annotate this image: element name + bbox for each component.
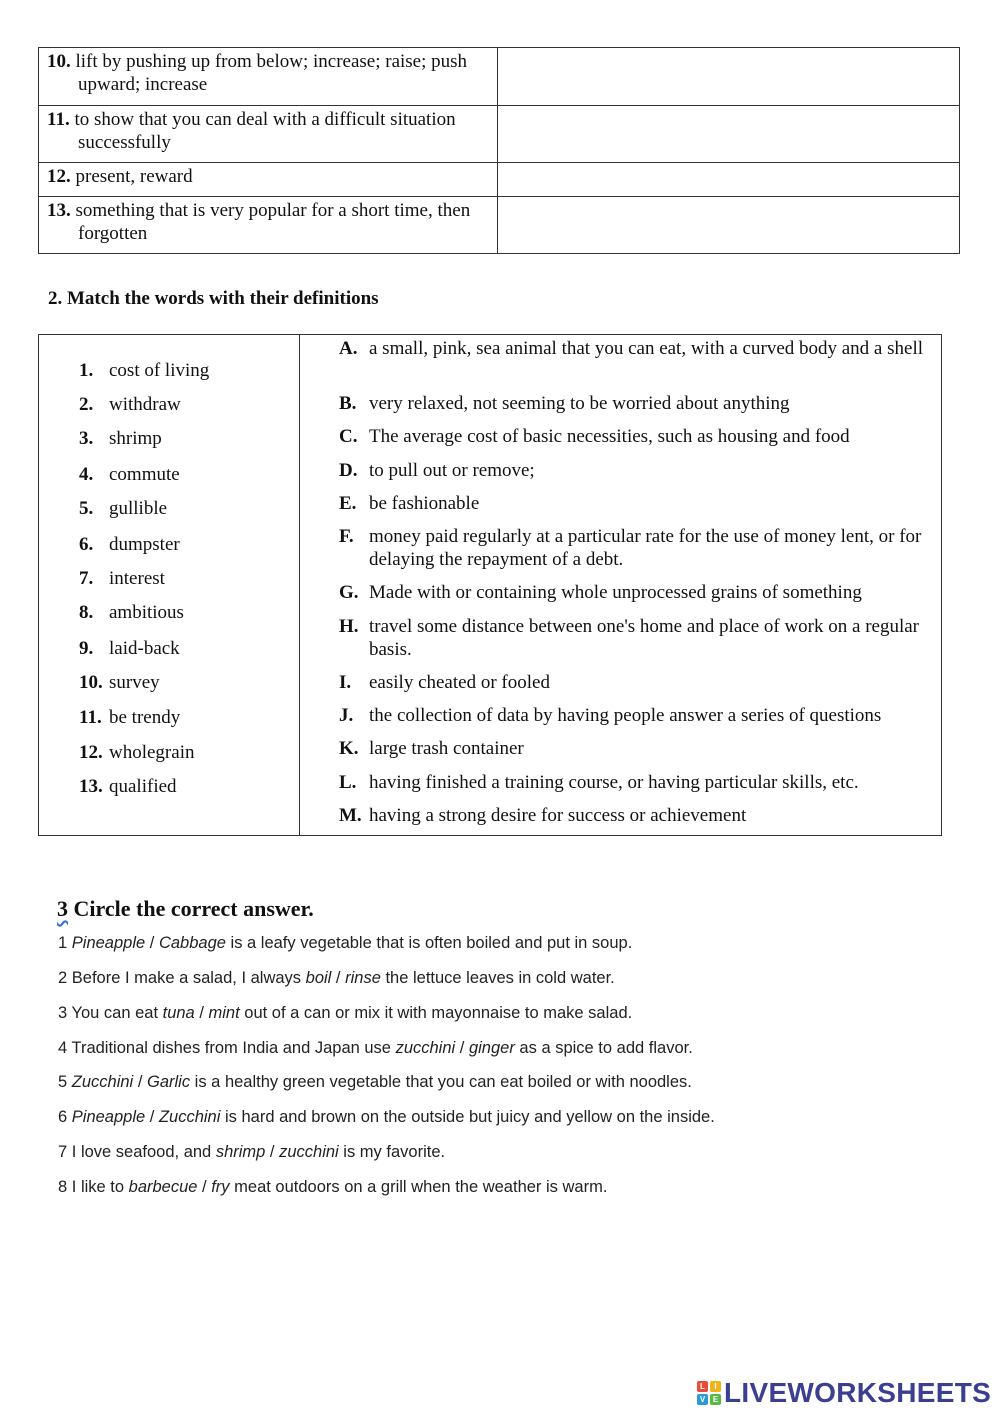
answer-option-1[interactable]: Zucchini <box>71 1073 134 1091</box>
section-3-heading <box>57 896 314 922</box>
option-separator: / <box>197 1178 212 1196</box>
table-row <box>39 163 960 197</box>
section-3-number: 3 <box>57 896 68 921</box>
definition-letter: K. <box>339 738 359 759</box>
logo-mark-tile: V <box>697 1394 708 1405</box>
word-item <box>79 601 184 625</box>
definition-letter: L. <box>339 772 357 793</box>
definition-letter: G. <box>339 582 359 603</box>
definition-letter: F. <box>339 526 354 547</box>
word-text: be trendy <box>109 707 181 728</box>
answer-option-1[interactable]: Pineapple <box>71 1108 146 1126</box>
definition-text: large trash container <box>369 738 524 759</box>
word-number: 8. <box>79 602 94 623</box>
definition-item <box>339 804 934 827</box>
option-separator: / <box>331 969 346 987</box>
word-item <box>79 741 194 765</box>
answer-option-2[interactable]: rinse <box>345 969 381 987</box>
word-item <box>79 567 165 591</box>
question-item <box>58 1143 445 1162</box>
definition-letter: B. <box>339 393 357 414</box>
answer-input[interactable] <box>506 50 953 73</box>
question-number: 3 <box>58 1004 68 1022</box>
question-text-after: is hard and brown on the outside but juicy and yellow on the inside. <box>220 1108 715 1126</box>
definition-item <box>339 704 934 727</box>
word-number: 13. <box>79 776 103 797</box>
word-item <box>79 359 209 383</box>
word-text: shrimp <box>109 428 162 449</box>
word-item <box>79 497 167 521</box>
question-item <box>58 1108 715 1127</box>
definition-text: very relaxed, not seeming to be worried about anything <box>369 393 790 414</box>
answer-option-2[interactable]: Cabbage <box>158 934 226 952</box>
question-item <box>58 1073 692 1092</box>
definition-letter: D. <box>339 460 358 481</box>
word-text: withdraw <box>109 394 181 415</box>
word-number: 2. <box>79 394 94 415</box>
answer-input[interactable] <box>506 199 953 222</box>
definitions-answer-table <box>38 47 960 254</box>
row-definition: present, reward <box>75 166 193 187</box>
definition-text: easily cheated or fooled <box>369 672 550 693</box>
section-2-heading: 2. Match the words with their definitions <box>48 288 379 309</box>
definition-text: having a strong desire for success or achievement <box>369 805 747 826</box>
answer-option-1[interactable]: shrimp <box>215 1143 266 1161</box>
word-item <box>79 775 177 799</box>
question-text-before: You can eat <box>71 1004 163 1022</box>
question-text-after: as a spice to add flavor. <box>514 1039 693 1057</box>
question-item <box>58 1004 632 1023</box>
word-item <box>79 706 180 730</box>
definition-text: money paid regularly at a particular rate for the use of money lent, or for delaying the repayment of a debt. <box>369 526 922 570</box>
word-text: survey <box>109 672 160 693</box>
definition-text: the collection of data by having people answer a series of questions <box>369 705 882 726</box>
question-text-after: meat outdoors on a grill when the weather is warm. <box>229 1178 608 1196</box>
word-text: commute <box>109 464 180 485</box>
row-definition: lift by pushing up from below; increase; raise; push upward; increase <box>75 51 468 95</box>
question-text-after: is my favorite. <box>338 1143 446 1161</box>
word-text: dumpster <box>109 534 180 555</box>
logo-mark-tile: E <box>710 1394 721 1405</box>
word-item <box>79 427 162 451</box>
word-number: 5. <box>79 498 94 519</box>
table-row <box>39 48 960 106</box>
answer-input[interactable] <box>506 165 953 188</box>
table-row <box>39 106 960 163</box>
word-text: qualified <box>109 776 177 797</box>
question-text-before: I like to <box>71 1178 129 1196</box>
definition-letter: E. <box>339 493 357 514</box>
question-text-after: is a leafy vegetable that is often boiled and put in soup. <box>225 934 633 952</box>
word-number: 10. <box>79 672 103 693</box>
question-text-after: out of a can or mix it with mayonnaise to make salad. <box>239 1004 633 1022</box>
word-text: cost of living <box>109 360 210 381</box>
column-divider <box>299 335 300 835</box>
definition-cell <box>39 163 498 197</box>
question-item <box>58 934 632 953</box>
word-number: 6. <box>79 534 94 555</box>
answer-option-1[interactable]: barbecue <box>128 1178 198 1196</box>
word-item <box>79 533 180 557</box>
definition-text: to pull out or remove; <box>369 460 535 481</box>
definition-item <box>339 425 934 448</box>
definition-letter: C. <box>339 426 358 447</box>
definition-cell <box>39 197 498 254</box>
question-text-before: Before I make a salad, I always <box>71 969 306 987</box>
question-number: 5 <box>58 1073 68 1091</box>
question-text-before: I love seafood, and <box>71 1143 216 1161</box>
option-separator: / <box>194 1004 209 1022</box>
definition-item <box>339 459 934 482</box>
word-item <box>79 671 160 695</box>
liveworksheets-logo[interactable] <box>697 1377 991 1409</box>
question-number: 8 <box>58 1178 68 1196</box>
row-number: 11. <box>47 109 70 130</box>
answer-cell[interactable] <box>498 197 960 254</box>
logo-mark-tile: I <box>710 1381 721 1392</box>
answer-cell[interactable] <box>498 48 960 106</box>
definition-item <box>339 337 934 360</box>
option-separator: / <box>455 1039 469 1057</box>
definition-text: a small, pink, sea animal that you can eat, with a curved body and a shell <box>369 338 923 359</box>
question-text-before: Traditional dishes from India and Japan use <box>71 1039 396 1057</box>
table-row <box>39 197 960 254</box>
answer-option-1[interactable]: tuna <box>162 1004 195 1022</box>
definition-cell <box>39 48 498 106</box>
definition-item <box>339 492 934 515</box>
answer-option-2[interactable]: mint <box>208 1004 240 1022</box>
question-text-after: is a healthy green vegetable that you can eat boiled or with noodles. <box>190 1073 692 1091</box>
logo-mark-tile: L <box>697 1381 708 1392</box>
definition-item <box>339 671 934 694</box>
definition-item <box>339 737 934 760</box>
word-number: 7. <box>79 568 94 589</box>
definition-text: having finished a training course, or having particular skills, etc. <box>369 772 859 793</box>
question-number: 4 <box>58 1039 68 1057</box>
word-text: interest <box>109 568 165 589</box>
answer-option-1[interactable]: Pineapple <box>71 934 146 952</box>
definition-text: be fashionable <box>369 493 480 514</box>
row-definition: to show that you can deal with a difficult situation successfully <box>74 109 456 153</box>
definition-text: travel some distance between one's home and place of work on a regular basis. <box>369 616 919 660</box>
question-text-after: the lettuce leaves in cold water. <box>380 969 615 987</box>
definition-item <box>339 525 934 571</box>
answer-option-1[interactable]: zucchini <box>395 1039 456 1057</box>
word-item <box>79 463 180 487</box>
definition-letter: I. <box>339 672 352 693</box>
word-text: laid-back <box>109 638 180 659</box>
row-definition: something that is very popular for a short time, then forgotten <box>75 200 471 244</box>
answer-cell[interactable] <box>498 106 960 163</box>
row-number: 12. <box>47 166 71 187</box>
question-number: 2 <box>58 969 68 987</box>
section-3-title: Circle the correct answer. <box>68 896 314 921</box>
answer-option-2[interactable]: Zucchini <box>158 1108 221 1126</box>
word-item <box>79 393 181 417</box>
option-separator: / <box>265 1143 280 1161</box>
word-text: ambitious <box>109 602 184 623</box>
word-text: gullible <box>109 498 168 519</box>
word-number: 4. <box>79 464 94 485</box>
answer-option-2[interactable]: Garlic <box>147 1073 191 1091</box>
question-item <box>58 1178 607 1197</box>
answer-input[interactable] <box>506 108 953 131</box>
word-number: 9. <box>79 638 94 659</box>
definition-item <box>339 392 934 415</box>
definition-letter: A. <box>339 338 358 359</box>
definition-item <box>339 615 934 661</box>
definition-text: The average cost of basic necessities, such as housing and food <box>369 426 850 447</box>
definition-letter: H. <box>339 616 359 637</box>
definition-letter: J. <box>339 705 354 726</box>
word-number: 12. <box>79 742 103 763</box>
answer-option-2[interactable]: zucchini <box>279 1143 339 1161</box>
logo-mark-icon <box>697 1381 721 1405</box>
question-item <box>58 1039 693 1058</box>
question-item <box>58 969 615 988</box>
logo-text: LIVEWORKSHEETS <box>724 1377 992 1408</box>
definition-item <box>339 581 934 604</box>
word-text: wholegrain <box>109 742 195 763</box>
matching-box <box>38 334 942 836</box>
answer-option-2[interactable]: fry <box>211 1178 230 1196</box>
row-number: 13. <box>47 200 71 221</box>
definition-letter: M. <box>339 805 362 826</box>
question-number: 1 <box>58 934 68 952</box>
answer-option-1[interactable]: boil <box>305 969 332 987</box>
answer-cell[interactable] <box>498 163 960 197</box>
answer-option-2[interactable]: ginger <box>468 1039 515 1057</box>
question-number: 7 <box>58 1143 68 1161</box>
definition-text: Made with or containing whole unprocessed grains of something <box>369 582 862 603</box>
option-separator: / <box>133 1073 147 1091</box>
word-number: 11. <box>79 707 102 728</box>
row-number: 10. <box>47 51 71 72</box>
definition-item <box>339 771 934 794</box>
word-item <box>79 637 180 661</box>
word-number: 3. <box>79 428 94 449</box>
question-number: 6 <box>58 1108 68 1126</box>
option-separator: / <box>145 934 159 952</box>
word-number: 1. <box>79 360 94 381</box>
definition-cell <box>39 106 498 163</box>
option-separator: / <box>145 1108 159 1126</box>
